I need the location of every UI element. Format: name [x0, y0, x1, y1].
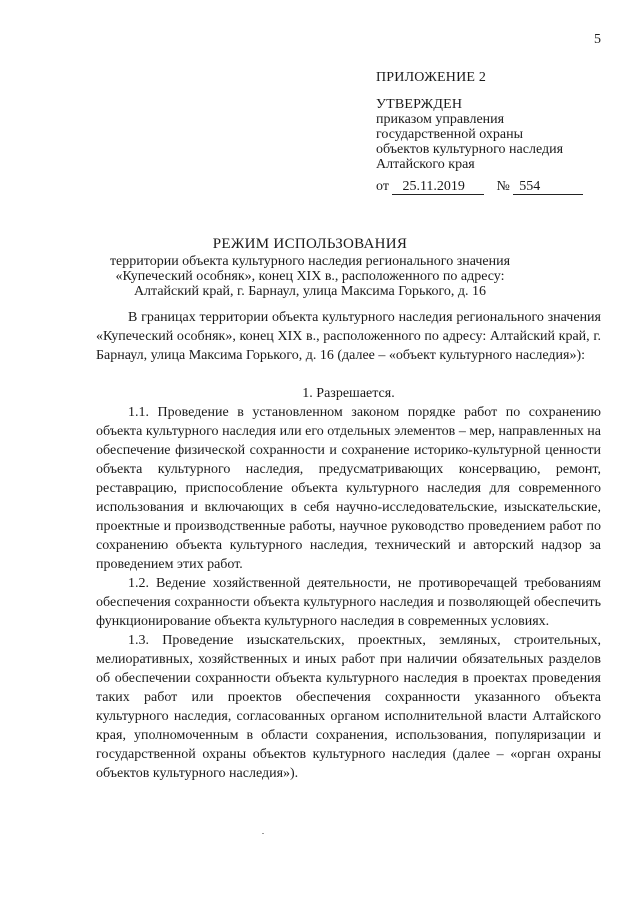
document-title	[60, 237, 560, 299]
order-prefix: от	[376, 179, 389, 194]
clause-paragraph: 1.3. Проведение изыскательских, проектных, земляных, строительных, мелиоративных, хозяйственных и иных работ при наличии обязательных разделов об обеспечении сохранности объекта культурного наследия в проектах проведения таких работ или проектов обеспечения сохранности указанного объекта культурного наследия, согласованных органом исполнительной власти Алтайского края, уполномоченным в области сохранения, использования, популяризации и государственной охраны объектов культурного наследия (далее – «орган охраны объектов культурного наследия»).	[96, 633, 601, 781]
title-line: территории объекта культурного наследия регионального значения	[109, 254, 511, 269]
appendix-block	[376, 70, 626, 195]
approval-line: объектов культурного наследия	[376, 142, 564, 157]
clause-paragraph: 1.2. Ведение хозяйственной деятельности, не противоречащей требованиям обеспечения сохранности объекта культурного наследия и позволяющей обеспечить функционирование объекта культурного наследия в современных условиях.	[96, 576, 601, 629]
approval-line: Алтайского края	[376, 157, 475, 172]
section-heading: 1. Разрешается.	[302, 386, 395, 401]
page-number: 5	[594, 32, 601, 47]
order-date: 25.11.2019	[392, 179, 484, 195]
title-main: РЕЖИМ ИСПОЛЬЗОВАНИЯ	[212, 236, 408, 252]
title-line: «Купеческий особняк», конец XIX в., расположенного по адресу:	[115, 269, 505, 284]
order-number: 554	[513, 179, 583, 195]
document-body	[96, 308, 601, 783]
order-reference	[376, 179, 626, 195]
intro-paragraph: В границах территории объекта культурного наследия регионального значения «Купеческий особняк», конец XIX в., расположенного по адресу: Алтайский край, г. Барнаул, улица Максима Горького, д. 16 (далее – «объект культурного наследия»):	[96, 310, 601, 363]
approval-line: государственной охраны	[376, 127, 524, 142]
appendix-title: ПРИЛОЖЕНИЕ 2	[376, 70, 487, 85]
number-sign: №	[496, 179, 510, 194]
approval-line: приказом управления	[376, 112, 505, 127]
scan-speck	[262, 833, 264, 834]
title-line: Алтайский край, г. Барнаул, улица Максима Горького, д. 16	[133, 284, 487, 299]
approved-heading: УТВЕРЖДЕН	[376, 97, 463, 112]
clause-paragraph: 1.1. Проведение в установленном законом порядке работ по сохранению объекта культурного наследия или его отдельных элементов – мер, направленных на обеспечение физической сохранности и сохранение историко-культурной ценности объекта культурного наследия, предусматривающих консервацию, ремонт, реставрацию, приспособление объекта культурного наследия для современного использования и включающих в себя научно-исследовательские, изыскательские, проектные и производственные работы, научное руководство проведением работ по сохранению объекта культурного наследия, технический и авторский надзор за проведением этих работ.	[96, 405, 601, 572]
